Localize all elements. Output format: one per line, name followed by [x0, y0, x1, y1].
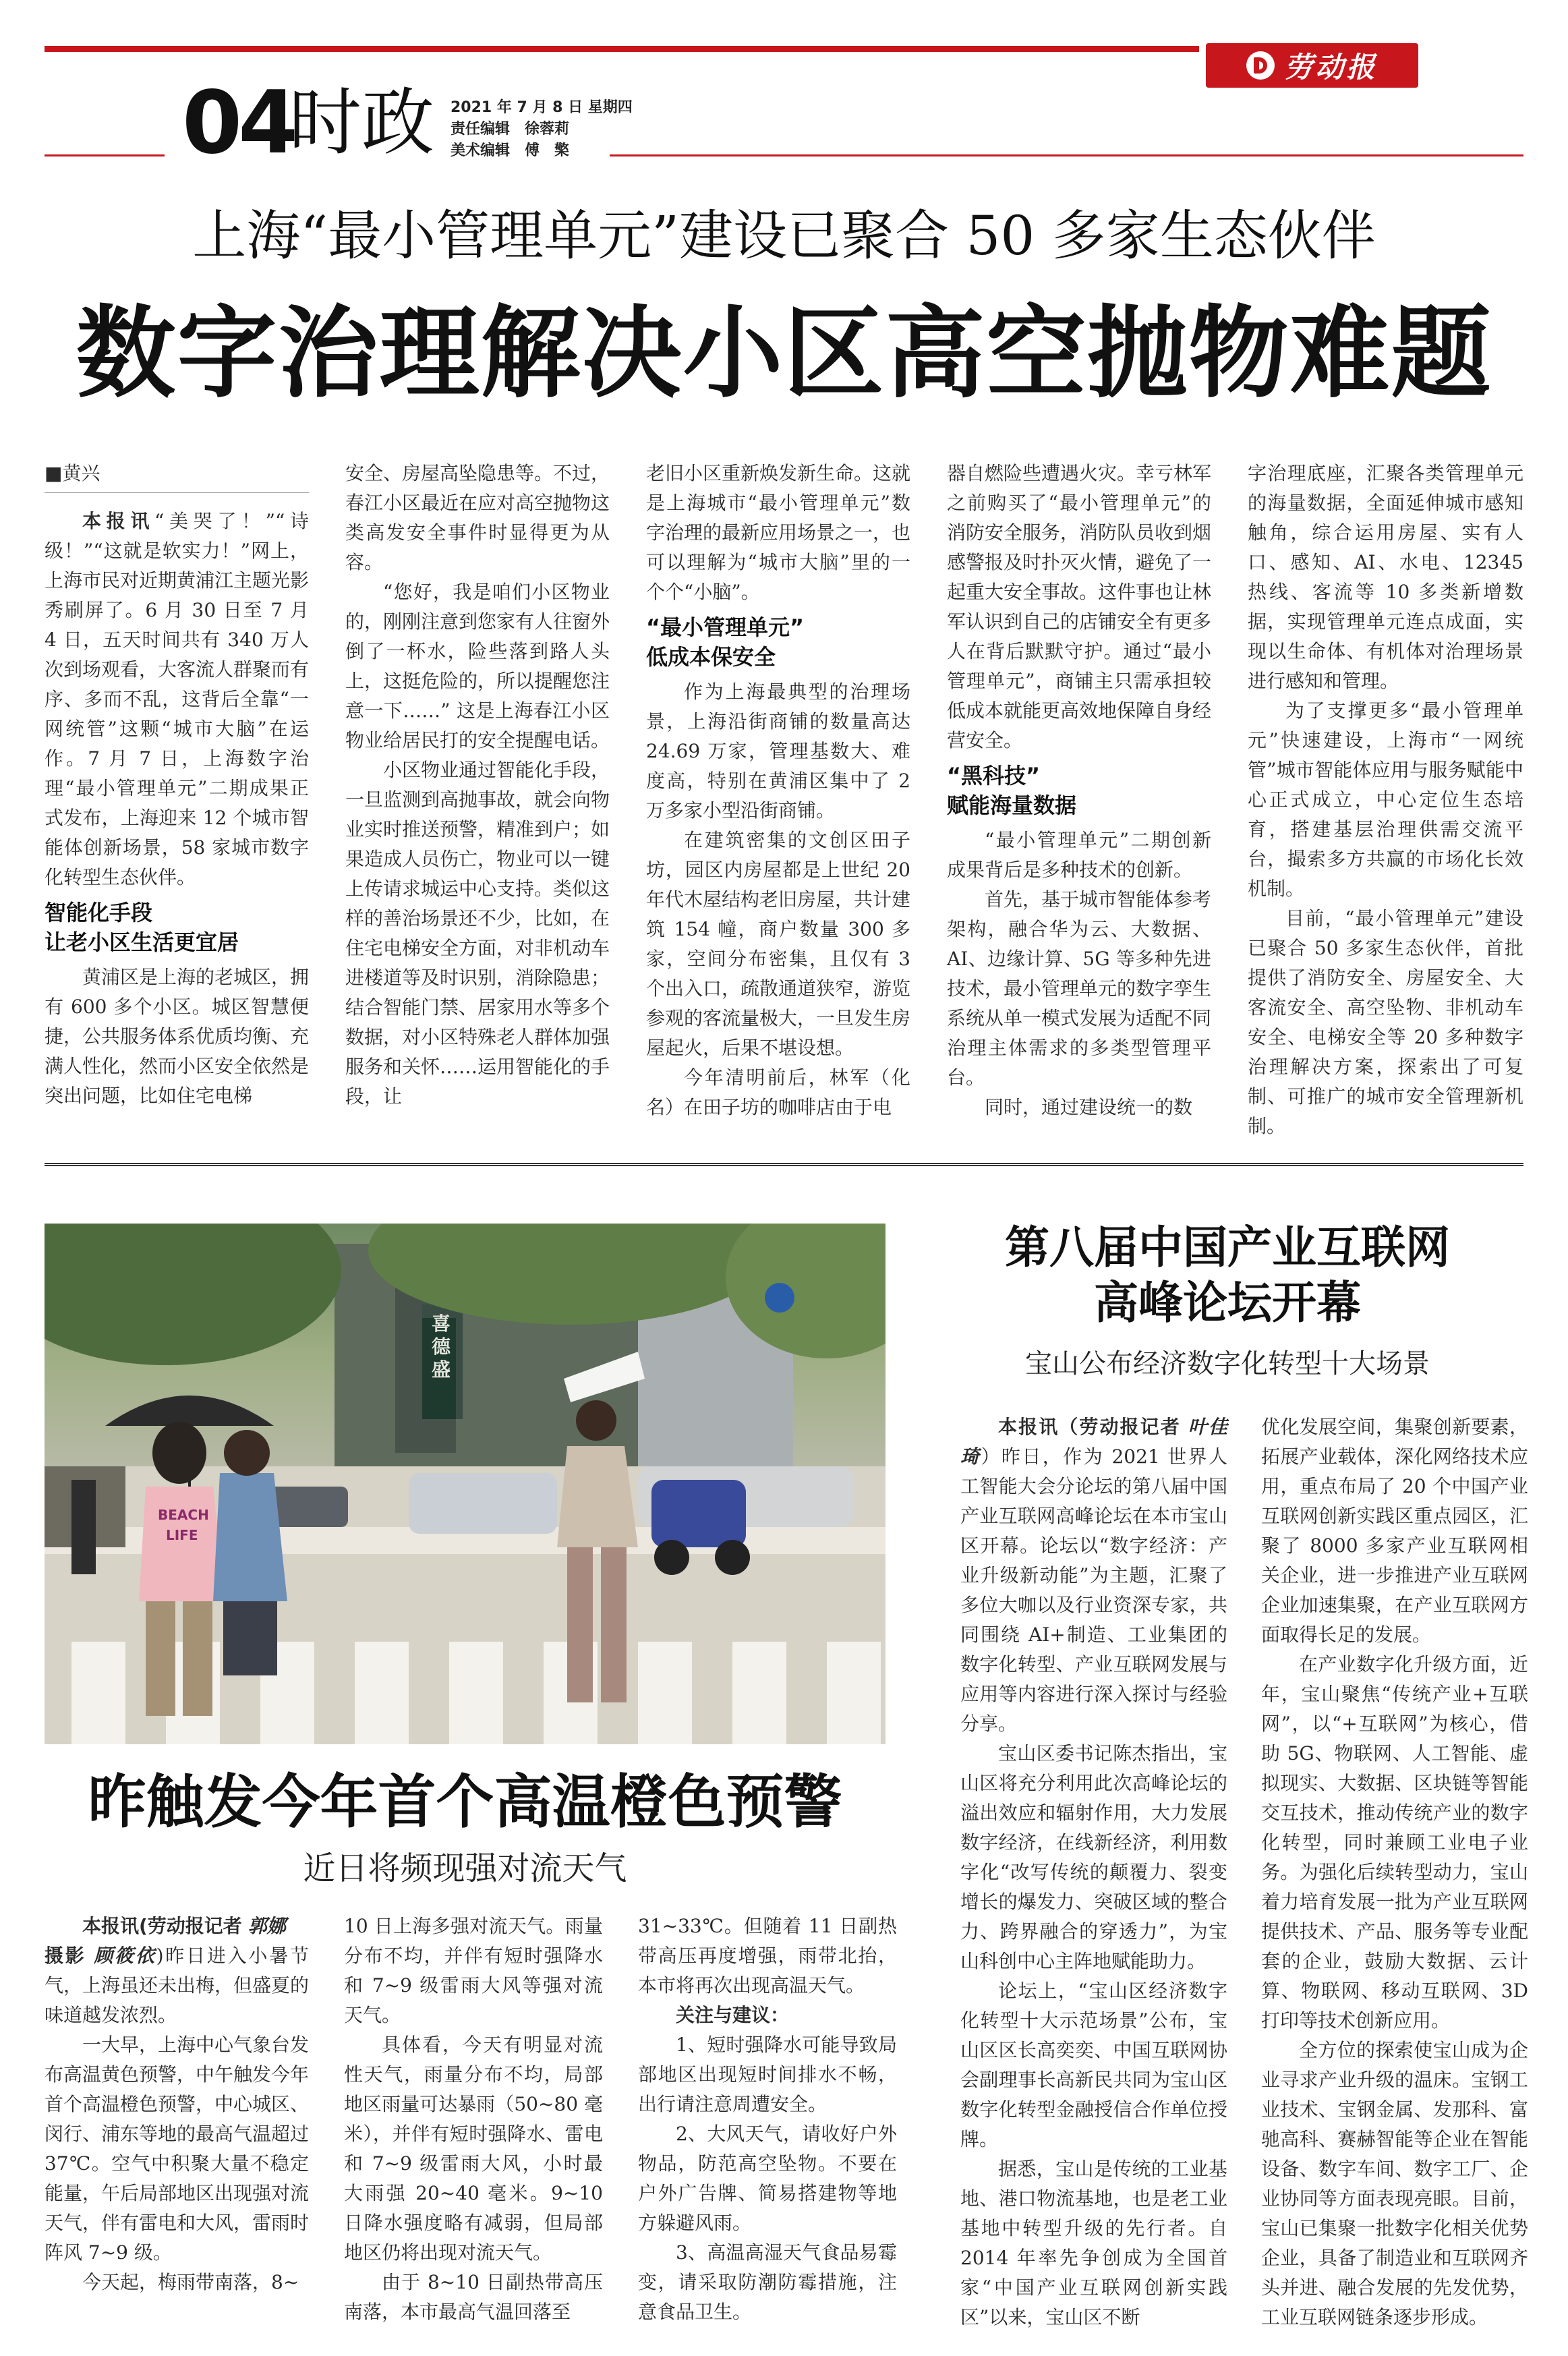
- article2-col3: [638, 1912, 897, 2327]
- paragraph: 目前，“最小管理单元”建设已聚合 50 多家生态伙伴，首批提供了消防安全、房屋安全、大客流安全、高空坠物、非机动车安全、电梯安全等 20 多种数字治理解决方案，探索出了可复制、可推广的城市安全管理新机制。: [1248, 907, 1523, 1137]
- article2-col2: [344, 1912, 603, 2327]
- article2-headline: 昨触发今年首个高温橙色预警: [88, 1768, 842, 1836]
- article1-lead: 本报讯“美哭了！”“诗级！”“这就是软实力！”网上，上海市民对近期黄浦江主题光影秀刷屏了。6 月 30 日至 7 月 4 日，五天时间共有 340 万人次到场观看，大客流人群聚而有序、多而不乱，这背后全靠“一网统管”这颗“城市大脑”在运作。7 月 7 日，上海数字治理“最小管理单元”二期成果正式发布，上海迎来 12 个城市智能体创新场景，58 家城市数字化转型生态伙伴。: [45, 510, 310, 888]
- shop-sign: 喜德盛: [431, 1313, 451, 1381]
- shirt-print-1: BEACH: [158, 1507, 209, 1523]
- paragraph: 首先，基于城市智能体参考架构，融合华为云、大数据、AI、边缘计算、5G 等多种先进技术，最小管理单元的数字孪生系统从单一模式发展为适配不同治理主体需求的多类型管理平台。: [947, 888, 1212, 1089]
- page-number: 04: [182, 73, 295, 173]
- article1-col5: [1248, 459, 1523, 1141]
- byline: ■黄兴: [45, 462, 100, 484]
- issue-date: 2021 年 7 月 8 日 星期四: [451, 99, 633, 116]
- article1-headline: 数字治理解决小区高空抛物难题: [76, 294, 1492, 411]
- paragraph: “最小管理单元”二期创新成果背后是多种技术的创新。: [947, 829, 1211, 881]
- top-red-rule: [45, 46, 1199, 52]
- paragraph: 小区物业通过智能化手段，一旦监测到高抛事故，就会向物业实时推送预警，精准到户；如果造成人员伤亡，物业可以一键上传请求城运中心支持。类似这样的善治场景还不少，比如，在住宅电梯安全方面，对非机动车进楼道等及时识别，消除隐患；结合智能门禁、居家用水等多个数据，对小区特殊老人群体加强服务和关怀……运用智能化的手段，让: [345, 759, 610, 1108]
- article3-headline-line1: 第八届中国产业互联网: [1005, 1221, 1450, 1273]
- paragraph: 论坛上，“宝山区经济数字化转型十大示范场景”公布，宝山区区长高奕奕、中国互联网协会副理事长高新民共同为宝山区数字化转型金融授信合作单位授牌。: [960, 1980, 1227, 2150]
- article1-col4: [947, 459, 1211, 1122]
- article1-col2: [345, 459, 610, 1112]
- article1-kicker: 上海“最小管理单元”建设已聚合 50 多家生态伙伴: [192, 204, 1376, 267]
- header-rule-right: [610, 154, 1523, 156]
- paragraph: 字治理底座，汇聚各类管理单元的海量数据，全面延伸城市感知触角，综合运用房屋、实有人口、感知、AI、水电、12345 热线、客流等 10 多类新增数据，实现管理单元连点成面，实现以生命体、有机体对治理场景进行感知和管理。: [1248, 462, 1523, 692]
- advice-item: 1、短时强降水可能导致局部地区出现短时间排水不畅，出行请注意周遭安全。: [638, 2034, 897, 2115]
- article1-subhead-2: “最小管理单元” 低成本保安全: [646, 614, 805, 670]
- section-title: 时政: [289, 81, 435, 165]
- article3-headline: [931, 1219, 1524, 1330]
- advice-title: 关注与建议：: [676, 2004, 790, 2026]
- paragraph: 由于 8~10 日副热带高压南落，本市最高气温回落至: [344, 2271, 603, 2323]
- advice-item: 2、大风天气，请收好户外物品，防范高空坠物。不要在户外广告牌、简易搭建物等地方躲避风雨。: [638, 2123, 897, 2234]
- logo-text: 劳动报: [1284, 51, 1378, 84]
- paragraph: 今年清明前后，林军（化名）在田子坊的咖啡店由于电: [646, 1066, 910, 1118]
- paragraph: 全方位的探索使宝山成为企业寻求产业升级的温床。宝钢工业技术、宝钢金属、发那科、富驰高科、赛赫智能等企业在智能设备、数字车间、数字工厂、企业协同等方面表现亮眼。目前，宝山已集聚一批数字化相关优势企业，具备了制造业和互联网齐头并进、融合发展的先发优势，工业互联网链条逐步形成。: [1261, 2039, 1528, 2328]
- paragraph: 一大早，上海中心气象台发布高温黄色预警，中午触发今年首个高温橙色预警，中心城区、闵行、浦东等地的最高气温超过 37℃。空气中积聚大量不稳定能量，午后局部地区出现强对流天气，伴有雷电和大风，雷雨时阵风 7~9 级。: [45, 2034, 310, 2264]
- paragraph: 宝山区委书记陈杰指出，宝山区将充分利用此次高峰论坛的溢出效应和辐射作用，大力发展数字经济，在线新经济，利用数字化“改写传统的颠覆力、裂变增长的爆发力、突破区域的整合力、跨界融合的穿透力”，为宝山科创中心主阵地赋能助力。: [960, 1742, 1227, 1972]
- article1-subhead-1: 智能化手段 让老小区生活更宜居: [45, 900, 239, 955]
- paragraph: 10 日上海多强对流天气。雨量分布不均，并伴有短时强降水和 7~9 级雷雨大风等强对流天气。: [344, 1915, 603, 2026]
- article1-col1: [45, 459, 309, 1111]
- paragraph: 在建筑密集的文创区田子坊，园区内房屋都是上世纪 20 年代木屋结构老旧房屋，共计建筑 154 幢，商户数量 300 多家，空间分布密集，且仅有 3 个出入口，疏散通道狭窄，游览参观的客流量极大，一旦发生房屋起火，后果不堪设想。: [646, 829, 911, 1059]
- paragraph: 在产业数字化升级方面，近年，宝山聚焦“传统产业+互联网”，以“+互联网”为核心，借助 5G、物联网、人工智能、虚拟现实、大数据、区块链等智能交互技术，推动传统产业的数字化转型，同时兼顾工业电子业务。为强化后续转型动力，宝山着力培育发展一批为产业互联网提供技术、产品、服务等专业配套的企业，鼓励大数据、云计算、物联网、移动互联网、3D 打印等技术创新应用。: [1261, 1653, 1528, 2032]
- editor-credit: 责任编辑 徐蓉莉: [451, 121, 570, 138]
- section-divider: [45, 1163, 1523, 1168]
- paragraph: 器自燃险些遭遇火灾。幸亏林军之前购买了“最小管理单元”的消防安全服务，消防队员收到烟感警报及时扑灭火情，避免了一起重大安全事故。这件事也让林军认识到自己的店铺安全有更多人在背后默默守护。通过“最小管理单元”，商铺主只需承担较低成本就能更高效地保障自身经营安全。: [947, 462, 1212, 751]
- logo-mark-icon: [1246, 51, 1275, 80]
- paragraph: 31~33℃。但随着 11 日副热带高压再度增强，雨带北抬，本市将再次出现高温天气。: [638, 1915, 897, 1996]
- shirt-print-2: LIFE: [166, 1527, 198, 1543]
- paragraph: 老旧小区重新焕发新生命。这就是上海城市“最小管理单元”数字治理的最新应用场景之一，也可以理解为“城市大脑”里的一个个“小脑”。: [646, 462, 911, 603]
- article3-col1: [960, 1412, 1227, 2332]
- news-photo: [45, 1224, 885, 1744]
- article2-subheadline: 近日将频现强对流天气: [303, 1849, 627, 1887]
- article3-col2: [1261, 1412, 1528, 2332]
- paragraph: “您好，我是咱们小区物业的，刚刚注意到您家有人往窗外倒了一杯水，险些落到路人头上，这挺危险的，所以提醒您注意一下……” 这是上海春江小区物业给居民打的安全提醒电话。: [345, 581, 610, 751]
- article1-subhead-3: “黑科技” 赋能海量数据: [947, 763, 1077, 818]
- article2-lead: 本报讯(劳动报记者 郭娜 摄影 顾筱依)昨日进入小暑节气，上海虽还未出梅，但盛夏的味道越发浓烈。: [45, 1915, 310, 2026]
- art-editor-credit: 美术编辑 傅 檠: [451, 142, 570, 159]
- street-scene: [45, 1224, 885, 1744]
- header-rule-left: [45, 154, 165, 156]
- article3-subheadline: 宝山公布经济数字化转型十大场景: [1025, 1348, 1430, 1379]
- advice-item: 3、高温高湿天气食品易霉变，请采取防潮防霉措施，注意食品卫生。: [638, 2241, 897, 2323]
- article1-col3: [646, 459, 910, 1122]
- article2-col1: [45, 1912, 309, 2297]
- article3-headline-line2: 高峰论坛开幕: [1094, 1276, 1361, 1329]
- paragraph: 据悉，宝山是传统的工业基地、港口物流基地，也是老工业基地中转型升级的先行者。自 2014 年率先争创成为全国首家“中国产业互联网创新实践区”以来，宝山区不断: [960, 2158, 1227, 2328]
- paragraph: 为了支撑更多“最小管理单元”快速建设，上海市“一网统管”城市智能体应用与服务赋能中心正式成立，中心定位生态培育，搭建基层治理供需交流平台，撮索多方共赢的市场化长效机制。: [1248, 699, 1523, 900]
- paragraph: 同时，通过建设统一的数: [985, 1096, 1193, 1118]
- paragraph: 优化发展空间，集聚创新要素，拓展产业载体，深化网络技术应用，重点布局了 20 个中国产业互联网创新实践区重点园区，汇聚了 8000 多家产业互联网相关企业，进一步推进产业互联网企业加速集聚，在产业互联网方面取得长足的发展。: [1261, 1416, 1528, 1646]
- paragraph: 黄浦区是上海的老城区，拥有 600 多个小区。城区智慧便捷，公共服务体系优质均衡、充满人性化，然而小区安全依然是突出问题，比如住宅电梯: [45, 966, 310, 1107]
- paragraph: 今天起，梅雨带南落，8~: [82, 2271, 299, 2293]
- paragraph: 具体看，今天有明显对流性天气，雨量分布不均，局部地区雨量可达暴雨（50~80 毫米），并伴有短时强降水、雷电和 7~9 级雷雨大风，小时最大雨强 20~40 毫米。9~10 日降水强度略有减弱，但局部地区仍将出现对流天气。: [344, 2034, 603, 2264]
- article3-lead: 本报讯（劳动报记者 叶佳琦）昨日，作为 2021 世界人工智能大会分论坛的第八届中国产业互联网高峰论坛在本市宝山区开幕。论坛以“数字经济：产业升级新动能”为主题，汇聚了多位大咖以及行业资深专家，共同围绕 AI+制造、工业集团的数字化转型、产业互联网发展与应用等内容进行深入探讨与经验分享。: [960, 1416, 1227, 1735]
- paragraph: 作为上海最典型的治理场景，上海沿街商铺的数量高达 24.69 万家，管理基数大、难度高，特别在黄浦区集中了 2 万多家小型沿街商铺。: [646, 681, 910, 822]
- logo-badge: [1206, 43, 1418, 88]
- paragraph: 安全、房屋高坠隐患等。不过，春江小区最近在应对高空抛物这类高发安全事件时显得更为从容。: [345, 462, 610, 573]
